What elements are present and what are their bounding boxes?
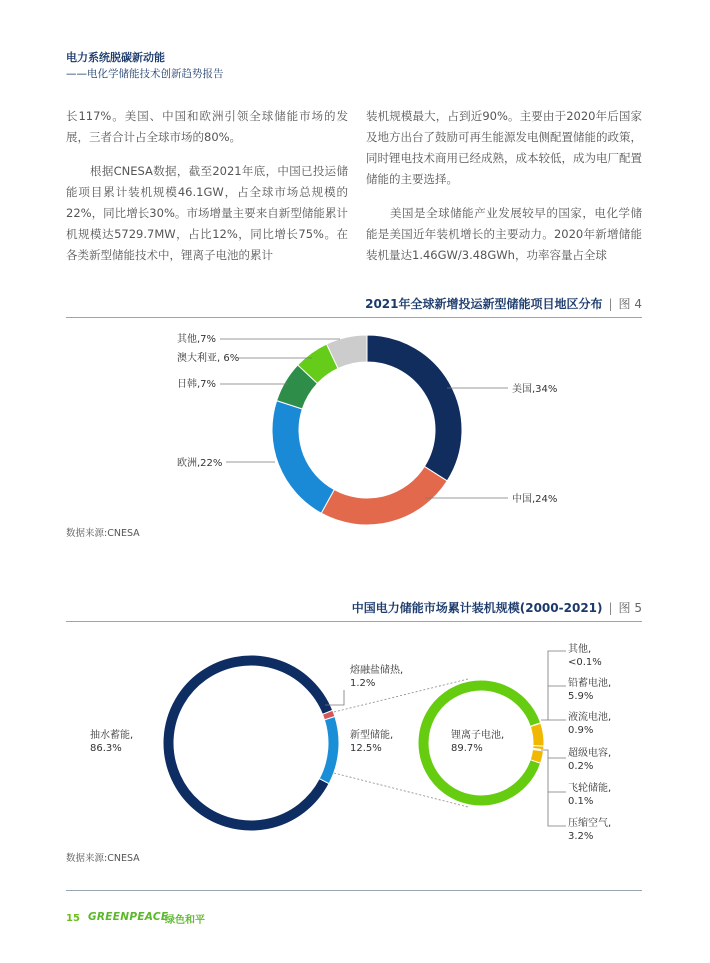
slice-label-3: 液流电池, 0.9% xyxy=(568,712,612,736)
slice-label-europe: 欧洲,22% xyxy=(177,458,223,469)
slice-label-other: 其他,7% xyxy=(177,334,217,345)
donut-slice-2 xyxy=(319,717,339,784)
slice-label-new-storage: 新型储能, 12.5% xyxy=(350,730,394,754)
figure-5-source: 数据来源:CNESA xyxy=(66,853,140,864)
slice-label-lithium-ion: 锂离子电池, 89.7% xyxy=(451,730,505,754)
figure-5-title: 中国电力储能市场累计装机规模(2000-2021) | 图 5 xyxy=(351,601,642,615)
slice-label-china: 中国,24% xyxy=(512,494,558,505)
slice-label-molten-salt: 熔融盐储热, 1.2% xyxy=(350,665,404,689)
slice-label-2: 铅蓄电池, 5.9% xyxy=(568,678,612,702)
greenpeace-logo-cn: 绿色和平 xyxy=(165,915,205,926)
slice-label-usa: 美国,34% xyxy=(512,384,558,395)
figure-5-number: 图 5 xyxy=(618,601,642,615)
paragraph: 根据CNESA数据，截至2021年底，中国已投运储能项目累计装机规模46.1GW，占全球市场总规模的22%，同比增长30%。市场增量主要来自新型储能累计机规模达5729.7MW，占比12%，同比增长75%。在各类新型储能技术中，锂离子电池的累计 xyxy=(66,164,348,262)
running-header-subtitle: ——电化学储能技术创新趋势报告 xyxy=(66,68,224,80)
figure-4-caption: 2021年全球新增投运新型储能项目地区分布 xyxy=(365,297,603,311)
paragraph: 长117%。美国、中国和欧洲引领全球储能市场的发展，三者合计占全球市场的80%。 xyxy=(66,109,348,144)
slice-label-6: 压缩空气, 3.2% xyxy=(568,818,612,842)
figure-4-number: 图 4 xyxy=(618,297,642,311)
footer-rule xyxy=(66,890,642,891)
figure-4-source: 数据来源:CNESA xyxy=(66,528,140,539)
slice-label-australia: 澳大利亚, 6% xyxy=(177,353,240,364)
donut-slice-0 xyxy=(163,655,333,831)
figure-4-title: 2021年全球新增投运新型储能项目地区分布 | 图 4 xyxy=(365,297,642,311)
slice-label-pumped-hydro: 抽水蓄能, 86.3% xyxy=(90,730,134,754)
slice-label-1: 其他, <0.1% xyxy=(568,644,602,668)
leader-line xyxy=(541,651,566,720)
donut-slice-2 xyxy=(530,723,544,746)
greenpeace-logo: GREENPEACE xyxy=(88,911,169,923)
figure-5-caption: 中国电力储能市场累计装机规模(2000-2021) xyxy=(351,601,603,615)
slice-label-japan-korea: 日韩,7% xyxy=(177,379,217,390)
running-header-title: 电力系统脱碳新动能 xyxy=(66,51,165,64)
paragraph: 美国是全球储能产业发展较早的国家，电化学储能是美国近年装机增长的主要动力。2020年新增储能装机量达1.46GW/3.48GWh，功率容量占全球 xyxy=(366,206,642,262)
leader-line xyxy=(541,750,566,826)
paragraph: 装机规模最大，占到近90%。主要由于2020年后国家及地方出台了鼓励可再生能源发电侧配置储能的政策，同时锂电技术商用已经成熟，成本较低，成为电厂配置储能的主要选择。 xyxy=(366,109,642,186)
slice-label-4: 超级电容, 0.2% xyxy=(568,748,612,772)
slice-label-5: 飞轮储能, 0.1% xyxy=(568,783,612,807)
page-number: 15 xyxy=(66,913,80,924)
